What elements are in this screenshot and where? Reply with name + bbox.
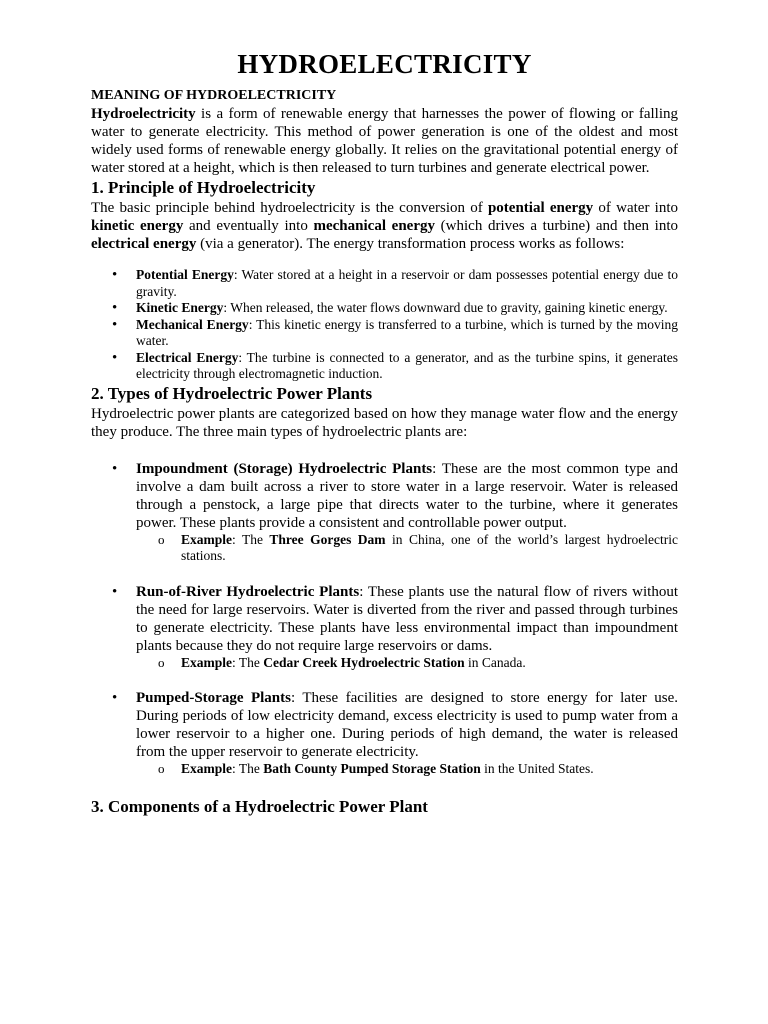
example-item [181, 655, 678, 672]
example-text: : The [232, 531, 270, 547]
list-item [136, 300, 678, 317]
list-item-text: : This kinetic energy is transferred to a turbine, which is turned by the moving water. [136, 316, 678, 348]
list-item-text: : When released, the water flows downward due to gravity, gaining kinetic energy. [223, 300, 668, 315]
example-list [136, 655, 678, 672]
list-item-term: Kinetic Energy [136, 300, 224, 315]
list-item [136, 689, 678, 778]
para-bold: mechanical energy [313, 218, 435, 234]
para-text: The basic principle behind hydroelectricity is the conversion of [91, 200, 488, 216]
list-item-text: : The turbine is connected to a generator, and as the turbine spins, it generates electricity through electromagnetic induction. [136, 349, 679, 381]
energy-list [91, 267, 678, 383]
example-list [136, 761, 678, 778]
list-item-text: : These are the most common type and involve a dam built across a river to store water in a large reservoir. Water is released through a penstock, a large pipe that directs water to the turbine, where it generates power. These plants provide a consistent and controllable power output. [136, 460, 679, 531]
section-3-heading: 3. Components of a Hydroelectric Power Plant [91, 796, 428, 816]
para-bold: electrical energy [91, 236, 197, 252]
list-item-term: Pumped-Storage Plants [136, 690, 291, 706]
para-text: of water into [593, 200, 679, 216]
section-2-heading: 2. Types of Hydroelectric Power Plants [91, 383, 373, 403]
section-1-heading: 1. Principle of Hydroelectricity [91, 178, 316, 197]
list-item [136, 460, 678, 565]
para-text: (via a generator). The energy transformation process works as follows: [196, 236, 625, 252]
intro-text: is a form of renewable energy that harnesses the power of flowing or falling water to generate electricity. This method of power generation is one of the oldest and most widely used forms of renewable energy globally. It relies on the gravitational potential energy of water stored at a height, which is then released to turn turbines and generate electrical power. [91, 106, 678, 176]
section-2-paragraph: Hydroelectric power plants are categorized based on how they manage water flow and the energy they produce. The three main types of hydroelectric plants are: [91, 405, 678, 440]
list-item [136, 583, 678, 672]
section-1-paragraph [91, 199, 678, 253]
list-item-text: : These facilities are designed to store energy for later use. During periods of low electricity demand, excess electricity is used to pump water from a lower reservoir to a higher one. During periods of high demand, the water is released from the upper reservoir to generate electricity. [136, 690, 679, 760]
list-item [136, 317, 678, 350]
example-text: in China, one of the world’s largest hydroelectric stations. [181, 531, 678, 563]
example-text: : The [232, 761, 264, 776]
example-list [136, 532, 678, 565]
list-item-term: Potential Energy [136, 267, 234, 282]
document-title: HYDROELECTRICITY [237, 49, 532, 79]
example-label: Example [181, 761, 233, 776]
document-subtitle: MEANING OF HYDROELECTRICITY [91, 88, 337, 103]
para-text: and eventually into [183, 218, 314, 234]
example-text: : The [232, 654, 264, 670]
example-label: Example [181, 654, 233, 670]
example-name: Bath County Pumped Storage Station [263, 761, 481, 776]
list-item [136, 350, 678, 383]
list-item-term: Run-of-River Hydroelectric Plants [136, 583, 360, 600]
example-name: Three Gorges Dam [269, 531, 386, 547]
para-bold: potential energy [487, 200, 594, 216]
list-item-term: Mechanical Energy [136, 316, 249, 332]
example-item [181, 532, 678, 565]
example-name: Cedar Creek Hydroelectric Station [263, 654, 465, 670]
example-text: in the United States. [480, 761, 594, 776]
list-item [136, 267, 678, 300]
para-bold: kinetic energy [91, 218, 184, 234]
intro-paragraph [91, 105, 678, 177]
intro-term: Hydroelectricity [91, 106, 196, 122]
example-item [181, 761, 678, 778]
list-item-text: : Water stored at a height in a reservoir or dam possesses potential energy due to gravity. [136, 267, 678, 299]
example-label: Example [181, 531, 233, 547]
plant-types-list [91, 460, 678, 778]
para-text: (which drives a turbine) and then into [434, 218, 678, 234]
list-item-text: : These plants use the natural flow of rivers without the need for large reservoirs. Water is diverted from the river and passed through turbines to generate electricity. These plants have less environmental impact than impoundment plants because they do not require large reservoirs or dams. [136, 583, 678, 654]
example-text: in Canada. [464, 654, 526, 670]
list-item-term: Impoundment (Storage) Hydroelectric Plants [136, 460, 433, 477]
list-item-term: Electrical Energy [136, 349, 239, 365]
